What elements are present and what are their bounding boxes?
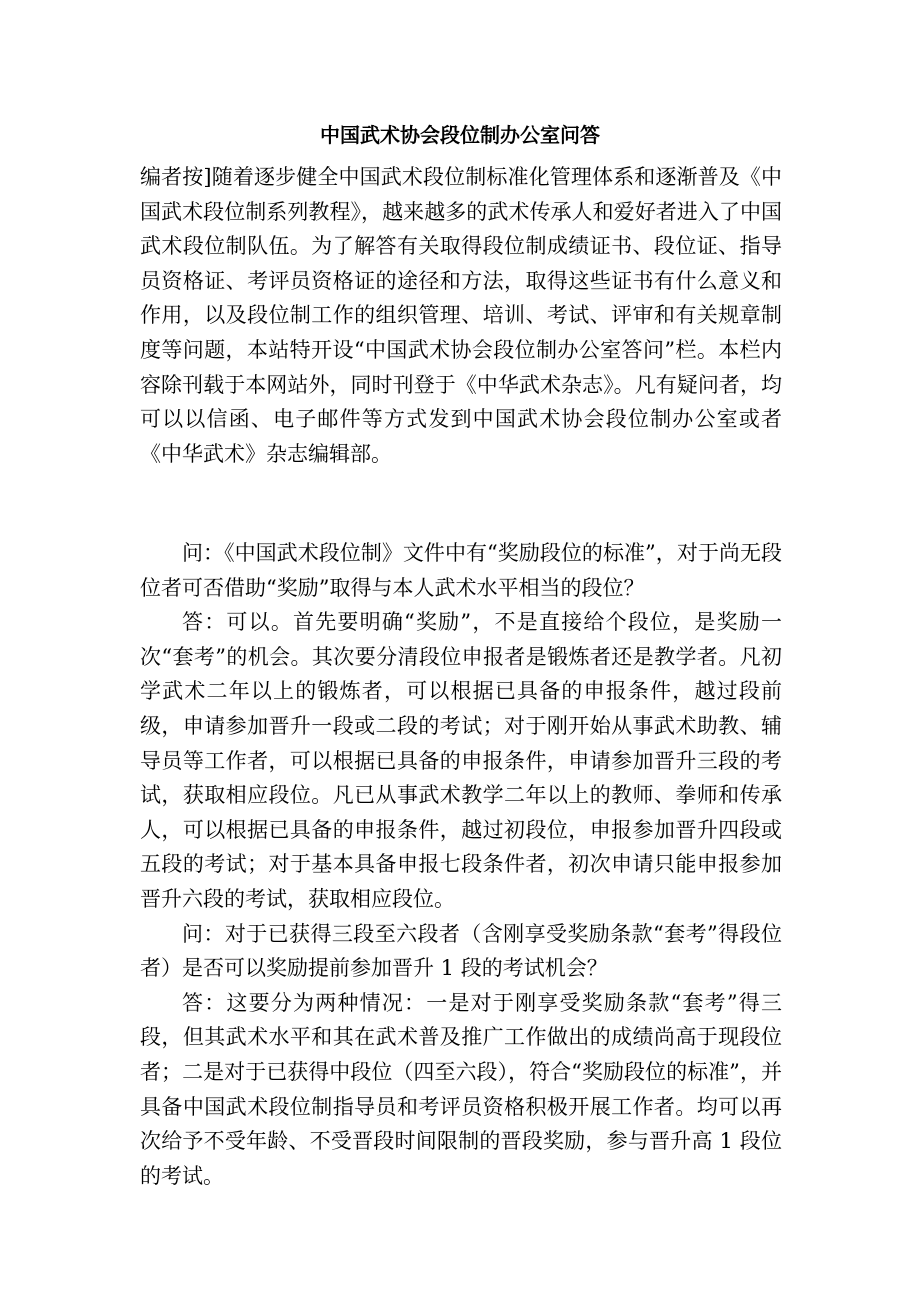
question-2: 问：对于已获得三段至六段者（含刚享受奖励条款“套考”得段位者）是否可以奖励提前参加晋升 1 段的考试机会？ <box>140 921 782 981</box>
answer-1: 答：可以。首先要明确“奖励”，不是直接给个段位，是奖励一次“套考”的机会。其次要分清段位申报者是锻炼者还是教学者。凡初学武术二年以上的锻炼者，可以根据已具备的申报条件，越过段前级，申请参加晋升一段或二段的考试；对于刚开始从事武术助教、辅导员等工作者，可以根据已具备的申报条件，申请参加晋升三段的考试，获取相应段位。凡已从事武术教学二年以上的教师、拳师和传承人，可以根据已具备的申报条件，越过初段位，申报参加晋升四段或五段的考试；对于基本具备申报七段条件者，初次申请只能申报参加晋升六段的考试，获取相应段位。 <box>140 610 782 911</box>
document-title: 中国武术协会段位制办公室问答 <box>320 123 600 147</box>
qa-section <box>140 536 782 1193</box>
editor-note-paragraph: 编者按]随着逐步健全中国武术段位制标准化管理体系和逐渐普及《中国武术段位制系列教程》，越来越多的武术传承人和爱好者进入了中国武术段位制队伍。为了解答有关取得段位制成绩证书、段位证、指导员资格证、考评员资格证的途径和方法，取得这些证书有什么意义和作用，以及段位制工作的组织管理、培训、考试、评审和有关规章制度等问题，本站特开设“中国武术协会段位制办公室答问”栏。本栏内容除刊载于本网站外，同时刊登于《中华武术杂志》。凡有疑问者，均可以以信函、电子邮件等方式发到中国武术协会段位制办公室或者《中华武术》杂志编辑部。 <box>140 165 782 466</box>
answer-2: 答：这要分为两种情况：一是对于刚享受奖励条款“套考”得三段，但其武术水平和其在武术普及推广工作做出的成绩尚高于现段位者；二是对于已获得中段位（四至六段），符合“奖励段位的标准”，并具备中国武术段位制指导员和考评员资格积极开展工作者。均可以再次给予不受年龄、不受晋段时间限制的晋段奖励，参与晋升高 1 段位的考试。 <box>140 990 782 1188</box>
question-1: 问：《中国武术段位制》文件中有“奖励段位的标准”，对于尚无段位者可否借助“奖励”取得与本人武术水平相当的段位？ <box>140 541 782 600</box>
